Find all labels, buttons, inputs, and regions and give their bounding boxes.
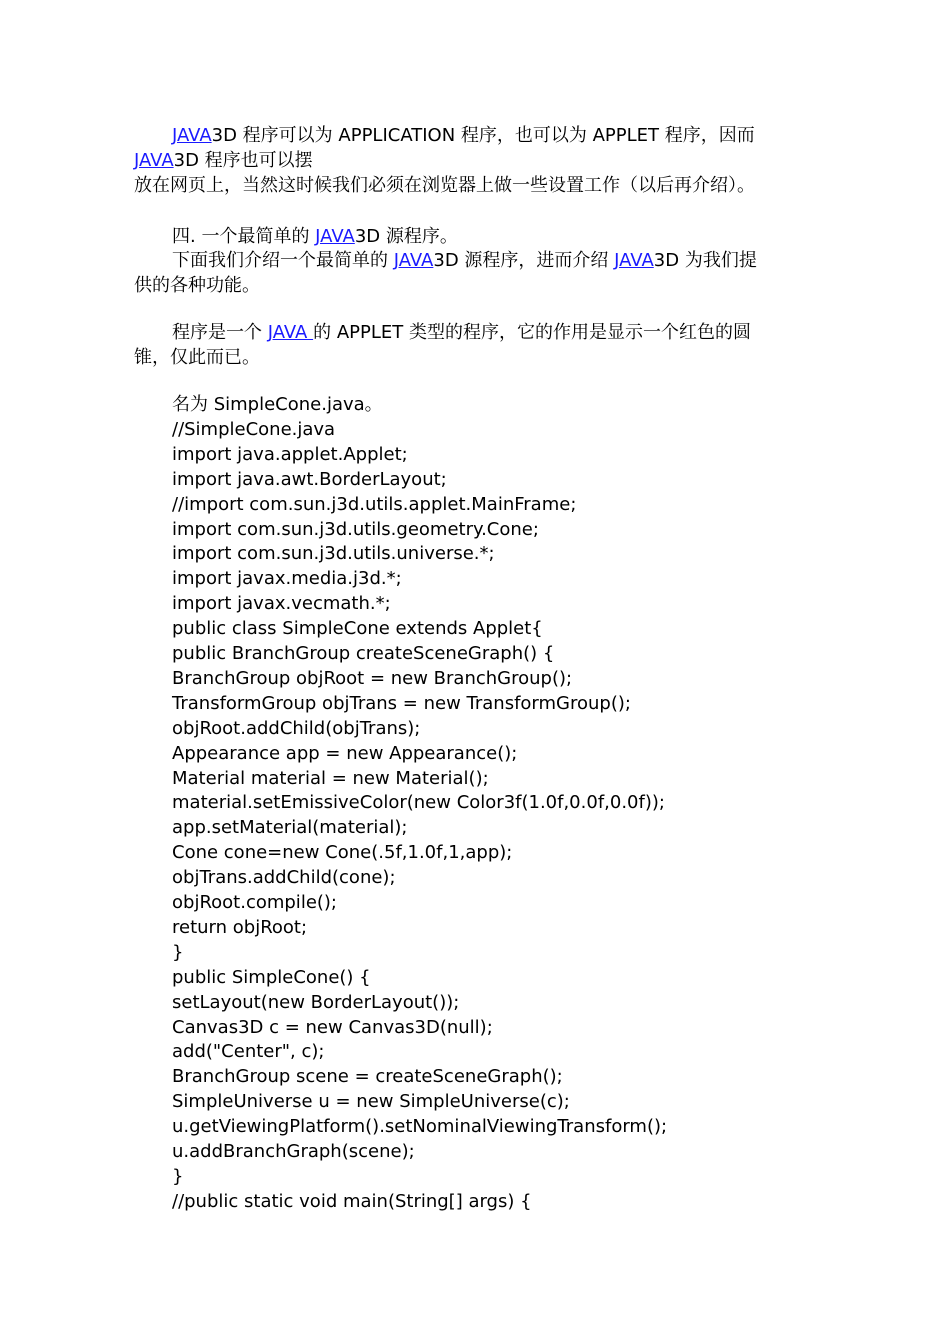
java-link[interactable]: JAVA xyxy=(172,125,212,146)
intro-text: 3D 程序也可以摆 xyxy=(173,150,313,171)
paragraph-text: 下面我们介绍一个最简单的 xyxy=(172,250,394,271)
code-line: import com.sun.j3d.utils.geometry.Cone; xyxy=(172,518,539,540)
code-line: public SimpleCone() { xyxy=(172,966,371,988)
code-line: objRoot.compile(); xyxy=(172,892,337,913)
code-line: u.addBranchGraph(scene); xyxy=(172,1141,415,1162)
java-link[interactable]: JAVA xyxy=(393,250,434,271)
intro-text: 3D 程序可以为 APPLICATION 程序，也可以为 APPLET 程序，因而 xyxy=(211,125,755,146)
code-line: Appearance app = new Appearance(); xyxy=(172,742,518,764)
code-line: import javax.vecmath.*; xyxy=(172,593,391,615)
code-line: u.getViewingPlatform().setNominalViewingTransform(); xyxy=(172,1116,668,1138)
code-line: import com.sun.j3d.utils.universe.*; xyxy=(172,543,495,565)
code-line: SimpleUniverse u = new SimpleUniverse(c); xyxy=(172,1091,570,1113)
code-line: BranchGroup objRoot = new BranchGroup(); xyxy=(172,667,573,689)
code-line: setLayout(new BorderLayout()); xyxy=(172,991,460,1013)
code-line: objTrans.addChild(cone); xyxy=(172,867,396,889)
code-line: 名为 SimpleCone.java。 xyxy=(172,394,383,415)
program-line-1 xyxy=(172,321,751,345)
intro-line-3: 放在网页上，当然这时候我们必须在浏览器上做一些设置工作（以后再介绍）。 xyxy=(134,175,755,196)
code-line: } xyxy=(172,1165,184,1187)
java-link[interactable]: JAVA xyxy=(134,150,174,171)
paragraph-text: 3D 为我们提 xyxy=(653,250,757,271)
java-link[interactable]: JAVA xyxy=(614,250,654,271)
code-line: import javax.media.j3d.*; xyxy=(172,568,402,590)
code-line: import java.awt.BorderLayout; xyxy=(172,468,447,490)
code-line: //SimpleCone.java xyxy=(172,418,336,440)
intro-line-1 xyxy=(172,124,755,148)
program-text: 的 APPLET 类型的程序，它的作用是显示一个红色的圆 xyxy=(313,322,751,343)
program-text: 程序是一个 xyxy=(172,322,268,343)
code-line: Cone cone=new Cone(.5f,1.0f,1,app); xyxy=(172,842,513,864)
code-line: Canvas3D c = new Canvas3D(null); xyxy=(172,1016,493,1038)
heading-text: 四. 一个最简单的 xyxy=(172,226,316,247)
program-line-2: 锥，仅此而已。 xyxy=(134,347,260,368)
code-line: } xyxy=(172,941,184,963)
code-line: //import com.sun.j3d.utils.applet.MainFrame; xyxy=(172,493,577,515)
code-line: add("Center", c); xyxy=(172,1041,325,1063)
code-line: return objRoot; xyxy=(172,916,308,938)
code-line: material.setEmissiveColor(new Color3f(1.0f,0.0f,0.0f)); xyxy=(172,792,665,814)
section-paragraph-line-2: 供的各种功能。 xyxy=(134,275,260,296)
code-line: TransformGroup objTrans = new TransformGroup(); xyxy=(172,692,631,714)
code-line: Material material = new Material(); xyxy=(172,767,489,789)
code-line: import java.applet.Applet; xyxy=(172,443,408,465)
code-line: BranchGroup scene = createSceneGraph(); xyxy=(172,1066,563,1088)
java-link[interactable]: JAVA xyxy=(267,322,314,343)
code-line: public BranchGroup createSceneGraph() { xyxy=(172,643,555,664)
heading-text: 3D 源程序。 xyxy=(354,226,458,247)
code-line: public class SimpleCone extends Applet{ xyxy=(172,618,543,640)
section-heading xyxy=(172,225,458,249)
code-line: //public static void main(String[] args) { xyxy=(172,1190,532,1212)
java-link[interactable]: JAVA xyxy=(315,226,355,247)
code-line: app.setMaterial(material); xyxy=(172,817,408,839)
code-line: objRoot.addChild(objTrans); xyxy=(172,717,421,739)
paragraph-text: 3D 源程序，进而介绍 xyxy=(433,250,615,271)
section-paragraph-line-1 xyxy=(172,249,757,273)
intro-line-2 xyxy=(134,149,313,173)
